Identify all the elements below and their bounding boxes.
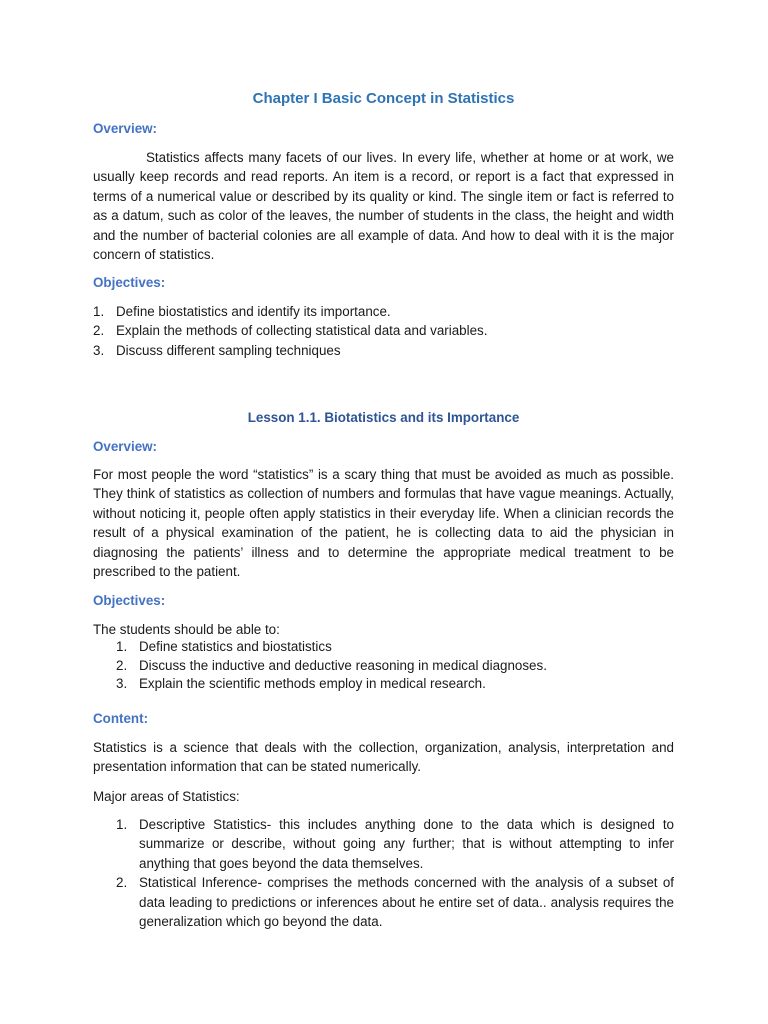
list-item xyxy=(116,873,674,931)
major-areas-label: Major areas of Statistics: xyxy=(93,789,240,804)
list-item xyxy=(116,638,674,657)
list-item xyxy=(93,302,674,321)
lesson-objectives-intro: The students should be able to: xyxy=(93,622,280,637)
list-item-text: Discuss different sampling techniques xyxy=(116,342,341,358)
list-item xyxy=(93,341,674,360)
lesson-content-paragraph: Statistics is a science that deals with the collection, organization, analysis, interpretation and presentation information that can be stated numerically. xyxy=(93,740,674,775)
list-item-text: Discuss the inductive and deductive reasoning in medical diagnoses. xyxy=(139,657,547,673)
list-item-text: Descriptive Statistics- this includes anything done to the data which is designed to summarize or describe, without going any further; that is without attempting to infer anything that goes beyond the data themselves. xyxy=(139,817,674,871)
chapter-overview-heading: Overview: xyxy=(93,121,158,136)
list-item-number: 3. xyxy=(116,676,128,691)
list-item xyxy=(116,675,674,694)
list-item-number: 1. xyxy=(116,817,128,832)
list-item xyxy=(116,657,674,676)
list-item-number: 2. xyxy=(116,875,128,891)
list-item-text: Statistical Inference- comprises the methods concerned with the analysis of a subset of data leading to predictions or inferences about he entire set of data.. analysis requires the generalization which go beyond the data. xyxy=(139,875,674,930)
list-item xyxy=(116,815,674,873)
list-item xyxy=(93,321,674,340)
chapter-objectives-heading: Objectives: xyxy=(93,275,166,290)
list-item-number: 1. xyxy=(93,304,105,319)
list-item-text: Define biostatistics and identify its importance. xyxy=(116,304,391,319)
list-item-number: 2. xyxy=(116,657,128,673)
chapter-overview-paragraph: Statistics affects many facets of our lives. In every life, whether at home or at work, we usually keep records and read reports. An item is a record, or report is a fact that expressed in terms of a numerical value or described by its quality or kind. The single item or fact is referred to as a datum, such as color of the leaves, the number of students in the class, the height and width and the number of bacterial colonies are all example of data. And how to deal with it is the major concern of statistics. xyxy=(93,150,674,263)
list-item-number: 1. xyxy=(116,639,128,654)
lesson-objectives-list xyxy=(116,638,674,694)
lesson-objectives-heading: Objectives: xyxy=(93,593,166,608)
list-item-text: Explain the methods of collecting statistical data and variables. xyxy=(116,323,488,339)
list-item-number: 3. xyxy=(93,342,105,358)
major-areas-list xyxy=(116,815,674,931)
list-item-text: Define statistics and biostatistics xyxy=(139,639,332,654)
lesson-content-heading: Content: xyxy=(93,711,149,726)
chapter-title: Chapter I Basic Concept in Statistics xyxy=(252,90,515,107)
lesson-overview-heading: Overview: xyxy=(93,439,158,454)
lesson-overview-paragraph: For most people the word “statistics” is a scary thing that must be avoided as much as possible. They think of statistics as collection of numbers and formulas that have vague meanings. Actually, without noticing it, people often apply statistics in their everyday life. When a clinician records the result of a physical examination of the patient, he is collecting data to aid the physician in diagnosing the patients’ illness and to determine the appropriate medical treatment to be prescribed to the patient. xyxy=(93,467,674,580)
list-item-number: 2. xyxy=(93,323,105,339)
lesson-title: Lesson 1.1. Biotatistics and its Importance xyxy=(247,410,520,425)
list-item-text: Explain the scientific methods employ in medical research. xyxy=(139,676,486,691)
chapter-objectives-list xyxy=(93,302,674,360)
